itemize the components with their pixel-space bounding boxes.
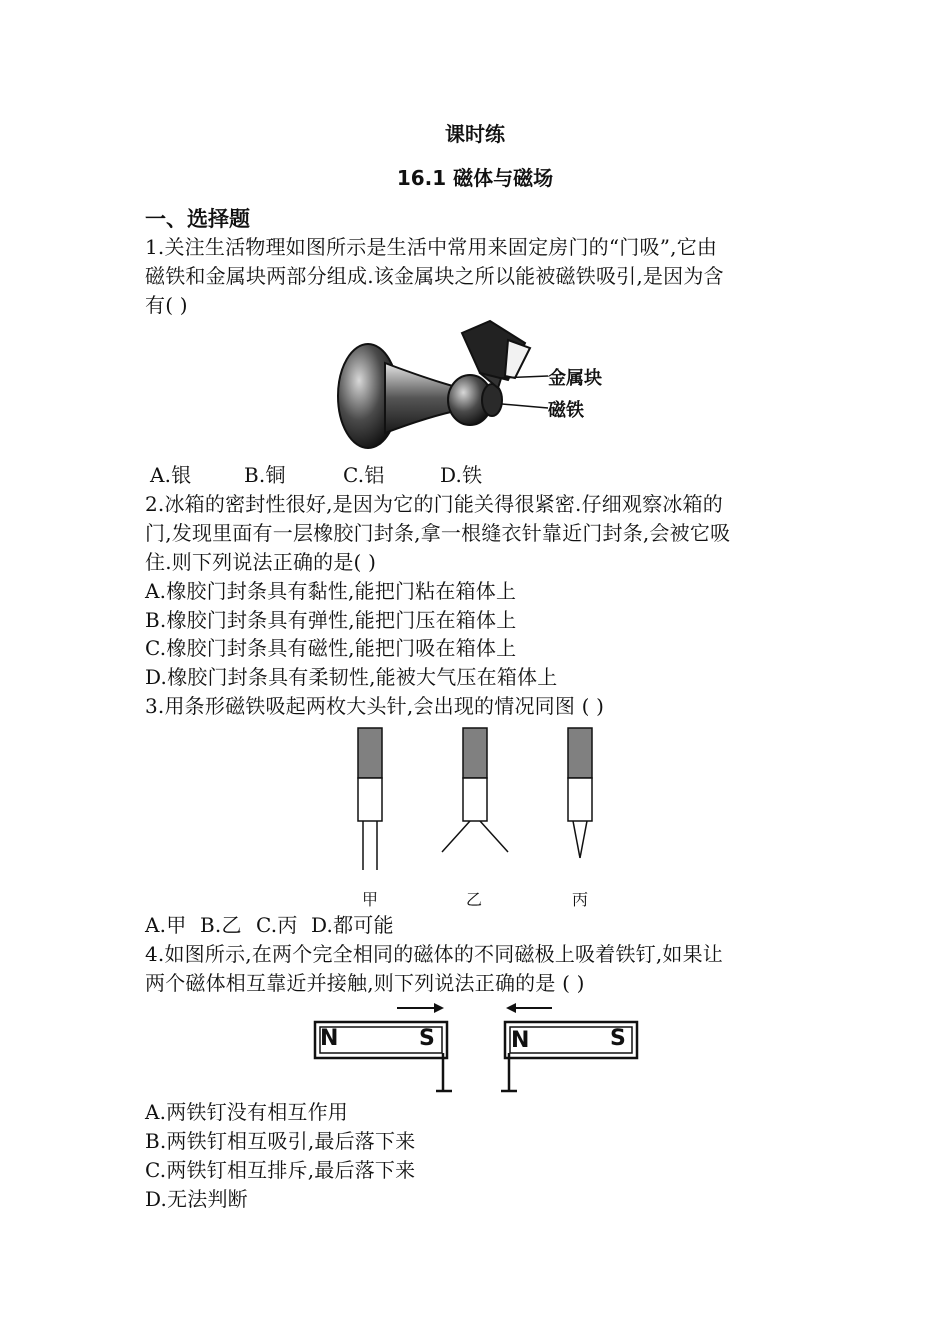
q1-line-2: 磁铁和金属块两部分组成.该金属块之所以能被磁铁吸引,是因为含 bbox=[145, 264, 724, 288]
q2-option-a[interactable]: A.橡胶门封条具有黏性,能把门粘在箱体上 bbox=[145, 579, 517, 603]
q1-option-b[interactable]: B.铜 bbox=[244, 463, 286, 487]
right-magnet-n-label: N bbox=[511, 1028, 530, 1053]
q3-option-b[interactable]: B.乙 bbox=[200, 913, 242, 937]
metal-block-label: 金属块 bbox=[548, 368, 602, 389]
two-magnets-diagram bbox=[312, 998, 642, 1098]
q1-options bbox=[150, 461, 482, 489]
right-magnet-s-label: S bbox=[610, 1026, 626, 1051]
q2-line-1: 2.冰箱的密封性很好,是因为它的门能关得很紧密.仔细观察冰箱的 bbox=[145, 492, 723, 516]
section-heading: 一、选择题 bbox=[145, 207, 250, 231]
q1-line-1: 1.关注生活物理如图所示是生活中常用来固定房门的“门吸”,它由 bbox=[145, 235, 718, 259]
figure-label-yi: 乙 bbox=[466, 890, 483, 909]
door-stop-figure bbox=[330, 318, 630, 458]
q1-line-3: 有( ) bbox=[145, 293, 188, 317]
q2-option-b[interactable]: B.橡胶门封条具有弹性,能把门压在箱体上 bbox=[145, 608, 517, 632]
q3-line-1: 3.用条形磁铁吸起两枚大头针,会出现的情况同图 ( ) bbox=[145, 694, 605, 718]
page-subtitle: 16.1 磁体与磁场 bbox=[396, 166, 554, 190]
q4-option-a[interactable]: A.两铁钉没有相互作用 bbox=[145, 1100, 349, 1124]
q3-option-c[interactable]: C.丙 bbox=[256, 913, 298, 937]
q2-line-2: 门,发现里面有一层橡胶门封条,拿一根缝衣针靠近门封条,会被它吸 bbox=[145, 521, 731, 545]
q2-option-d[interactable]: D.橡胶门封条具有柔韧性,能被大气压在箱体上 bbox=[145, 665, 558, 689]
figure-label-bing: 丙 bbox=[572, 890, 589, 909]
q3-options bbox=[145, 911, 394, 939]
figure-label-jia: 甲 bbox=[362, 890, 379, 909]
q3-option-a[interactable]: A.甲 bbox=[145, 913, 187, 937]
q4-line-2: 两个磁体相互靠近并接触,则下列说法正确的是 ( ) bbox=[145, 971, 585, 995]
left-magnet-n-label: N bbox=[320, 1026, 339, 1051]
two-magnets-figure bbox=[312, 998, 642, 1098]
q1-option-c[interactable]: C.铝 bbox=[343, 463, 385, 487]
q1-option-a[interactable]: A.银 bbox=[150, 463, 192, 487]
magnet-pins-diagram bbox=[340, 722, 620, 912]
q4-option-b[interactable]: B.两铁钉相互吸引,最后落下来 bbox=[145, 1129, 416, 1153]
q2-option-c[interactable]: C.橡胶门封条具有磁性,能把门吸在箱体上 bbox=[145, 636, 517, 660]
magnet-label: 磁铁 bbox=[548, 400, 584, 421]
magnet-pins-figure bbox=[340, 722, 620, 912]
q4-line-1: 4.如图所示,在两个完全相同的磁体的不同磁极上吸着铁钉,如果让 bbox=[145, 942, 723, 966]
q3-option-d[interactable]: D.都可能 bbox=[311, 913, 394, 937]
q4-option-d[interactable]: D.无法判断 bbox=[145, 1187, 248, 1211]
q4-option-c[interactable]: C.两铁钉相互排斥,最后落下来 bbox=[145, 1158, 416, 1182]
left-magnet-s-label: S bbox=[419, 1026, 435, 1051]
q1-option-d[interactable]: D.铁 bbox=[440, 463, 483, 487]
page-title: 课时练 bbox=[445, 122, 505, 146]
q2-line-3: 住.则下列说法正确的是( ) bbox=[145, 550, 377, 574]
